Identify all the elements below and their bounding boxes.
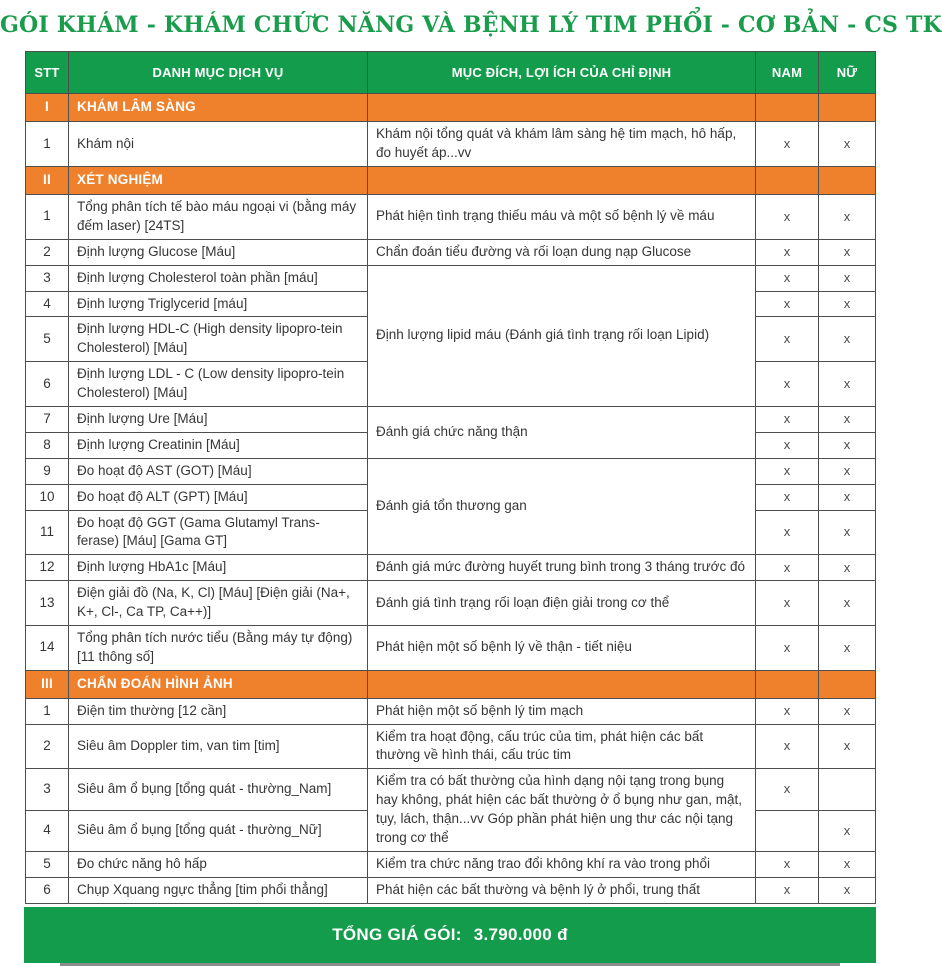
service-name-cell: Định lượng LDL - C (Low density lipopro-tein Cholesterol) [Máu]	[69, 362, 368, 407]
nam-cell: x	[756, 698, 819, 724]
table-row	[26, 851, 876, 877]
nam-cell: x	[756, 122, 819, 167]
nu-cell	[819, 769, 876, 810]
section-row	[26, 670, 876, 698]
stt-cell: 1	[26, 698, 69, 724]
service-name-cell: Siêu âm ổ bụng [tổng quát - thường_Nam]	[69, 769, 368, 810]
nam-cell: x	[756, 194, 819, 239]
nu-cell: x	[819, 724, 876, 769]
nam-cell: x	[756, 362, 819, 407]
nam-cell: x	[756, 851, 819, 877]
total-price-value: 3.790.000 đ	[473, 924, 568, 944]
section-row	[26, 94, 876, 122]
purpose-cell: Đánh giá mức đường huyết trung bình trong 3 tháng trước đó	[368, 555, 756, 581]
nam-cell: x	[756, 317, 819, 362]
nam-cell: x	[756, 484, 819, 510]
nam-cell: x	[756, 625, 819, 670]
service-name-cell: Khám nội	[69, 122, 368, 167]
nam-cell: x	[756, 555, 819, 581]
nu-cell: x	[819, 458, 876, 484]
service-name-cell: Định lượng Creatinin [Máu]	[69, 432, 368, 458]
stt-cell: 4	[26, 810, 69, 851]
header-purpose: MỤC ĐÍCH, LỢI ÍCH CỦA CHỈ ĐỊNH	[368, 52, 756, 94]
service-name-cell: Điện giải đồ (Na, K, Cl) [Máu] [Điện giải (Na+, K+, Cl-, Ca TP, Ca++)]	[69, 581, 368, 626]
service-name-cell: Đo chức năng hô hấp	[69, 851, 368, 877]
nu-cell: x	[819, 239, 876, 265]
service-name-cell: Đo hoạt độ AST (GOT) [Máu]	[69, 458, 368, 484]
nu-cell: x	[819, 362, 876, 407]
purpose-cell: Đánh giá chức năng thận	[368, 406, 756, 458]
section-purpose-cell	[368, 167, 756, 195]
nu-cell: x	[819, 581, 876, 626]
nam-cell: x	[756, 265, 819, 291]
table-row	[26, 194, 876, 239]
table-row	[26, 555, 876, 581]
nu-cell: x	[819, 625, 876, 670]
section-nam-cell	[756, 167, 819, 195]
section-number-cell: II	[26, 167, 69, 195]
nam-cell: x	[756, 510, 819, 555]
table-row	[26, 625, 876, 670]
stt-cell: 13	[26, 581, 69, 626]
package-table	[25, 51, 876, 903]
table-row	[26, 122, 876, 167]
purpose-cell: Đánh giá tình trạng rối loạn điện giải trong cơ thể	[368, 581, 756, 626]
service-name-cell: Định lượng HDL-C (High density lipopro-tein Cholesterol) [Máu]	[69, 317, 368, 362]
section-number-cell: III	[26, 670, 69, 698]
table-row	[26, 458, 876, 484]
stt-cell: 5	[26, 317, 69, 362]
service-name-cell: Đo hoạt độ ALT (GPT) [Máu]	[69, 484, 368, 510]
table-row	[26, 265, 876, 291]
service-name-cell: Siêu âm ổ bụng [tổng quát - thường_Nữ]	[69, 810, 368, 851]
nam-cell: x	[756, 769, 819, 810]
stt-cell: 8	[26, 432, 69, 458]
nam-cell: x	[756, 877, 819, 903]
bottom-divider	[60, 963, 840, 966]
service-name-cell: Tổng phân tích tế bào máu ngoại vi (bằng máy đếm laser) [24TS]	[69, 194, 368, 239]
stt-cell: 12	[26, 555, 69, 581]
section-nu-cell	[819, 167, 876, 195]
header-nam: NAM	[756, 52, 819, 94]
nu-cell: x	[819, 484, 876, 510]
table-row	[26, 724, 876, 769]
nam-cell: x	[756, 406, 819, 432]
nu-cell: x	[819, 122, 876, 167]
purpose-cell: Kiểm tra chức năng trao đổi không khí ra vào trong phổi	[368, 851, 756, 877]
purpose-cell: Phát hiện các bất thường và bệnh lý ở phổi, trung thất	[368, 877, 756, 903]
section-purpose-cell	[368, 94, 756, 122]
nam-cell: x	[756, 432, 819, 458]
service-name-cell: Định lượng HbA1c [Máu]	[69, 555, 368, 581]
section-title-cell: CHẨN ĐOÁN HÌNH ẢNH	[69, 670, 368, 698]
purpose-cell: Phát hiện một số bệnh lý về thận - tiết niệu	[368, 625, 756, 670]
nu-cell: x	[819, 265, 876, 291]
table-row	[26, 406, 876, 432]
purpose-cell: Khám nội tổng quát và khám lâm sàng hệ tim mạch, hô hấp, đo huyết áp...vv	[368, 122, 756, 167]
nam-cell: x	[756, 581, 819, 626]
nu-cell: x	[819, 851, 876, 877]
stt-cell: 2	[26, 724, 69, 769]
service-name-cell: Điện tim thường [12 cần]	[69, 698, 368, 724]
purpose-cell: Phát hiện tình trạng thiếu máu và một số bệnh lý về máu	[368, 194, 756, 239]
total-price-bar	[24, 907, 876, 963]
service-name-cell: Chụp Xquang ngực thẳng [tim phổi thẳng]	[69, 877, 368, 903]
table-row	[26, 698, 876, 724]
stt-cell: 3	[26, 265, 69, 291]
stt-cell: 4	[26, 291, 69, 317]
stt-cell: 2	[26, 239, 69, 265]
purpose-cell: Đánh giá tổn thương gan	[368, 458, 756, 555]
purpose-cell: Phát hiện một số bệnh lý tim mạch	[368, 698, 756, 724]
section-nam-cell	[756, 670, 819, 698]
table-header-row	[26, 52, 876, 94]
purpose-cell: Định lượng lipid máu (Đánh giá tình trạng rối loạn Lipid)	[368, 265, 756, 406]
nam-cell: x	[756, 458, 819, 484]
nam-cell: x	[756, 239, 819, 265]
stt-cell: 1	[26, 122, 69, 167]
table-row	[26, 877, 876, 903]
purpose-cell: Chẩn đoán tiểu đường và rối loạn dung nạp Glucose	[368, 239, 756, 265]
stt-cell: 5	[26, 851, 69, 877]
nu-cell: x	[819, 432, 876, 458]
stt-cell: 14	[26, 625, 69, 670]
service-name-cell: Định lượng Glucose [Máu]	[69, 239, 368, 265]
stt-cell: 6	[26, 362, 69, 407]
service-name-cell: Tổng phân tích nước tiểu (Bằng máy tự động) [11 thông số]	[69, 625, 368, 670]
total-price-label: TỔNG GIÁ GÓI:	[332, 924, 462, 944]
table-row	[26, 769, 876, 810]
nam-cell	[756, 810, 819, 851]
stt-cell: 10	[26, 484, 69, 510]
table-row	[26, 581, 876, 626]
stt-cell: 3	[26, 769, 69, 810]
header-service: DANH MỤC DỊCH VỤ	[69, 52, 368, 94]
purpose-cell: Kiểm tra hoạt động, cấu trúc của tim, phát hiện các bất thường về hình thái, cấu trúc tim	[368, 724, 756, 769]
section-nam-cell	[756, 94, 819, 122]
service-name-cell: Định lượng Ure [Máu]	[69, 406, 368, 432]
service-name-cell: Siêu âm Doppler tim, van tim [tim]	[69, 724, 368, 769]
nam-cell: x	[756, 291, 819, 317]
header-stt: STT	[26, 52, 69, 94]
stt-cell: 9	[26, 458, 69, 484]
service-name-cell: Đo hoạt độ GGT (Gama Glutamyl Trans-ferase) [Máu] [Gama GT]	[69, 510, 368, 555]
table-body	[26, 94, 876, 903]
nu-cell: x	[819, 510, 876, 555]
section-nu-cell	[819, 94, 876, 122]
page-title: GÓI KHÁM - KHÁM CHỨC NĂNG VÀ BỆNH LÝ TIM PHỔI - CƠ BẢN - CS TK	[0, 12, 942, 38]
nam-cell: x	[756, 724, 819, 769]
service-name-cell: Định lượng Cholesterol toàn phần [máu]	[69, 265, 368, 291]
nu-cell: x	[819, 291, 876, 317]
service-name-cell: Định lượng Triglycerid [máu]	[69, 291, 368, 317]
nu-cell: x	[819, 877, 876, 903]
table-row	[26, 239, 876, 265]
nu-cell: x	[819, 317, 876, 362]
nu-cell: x	[819, 194, 876, 239]
section-nu-cell	[819, 670, 876, 698]
stt-cell: 11	[26, 510, 69, 555]
nu-cell: x	[819, 698, 876, 724]
header-nu: NỮ	[819, 52, 876, 94]
nu-cell: x	[819, 406, 876, 432]
section-number-cell: I	[26, 94, 69, 122]
nu-cell: x	[819, 810, 876, 851]
purpose-cell: Kiểm tra có bất thường của hình dạng nội tạng trong bụng hay không, phát hiện các bất thường ở ổ bụng như gan, mật, tụy, lách, thận...vv Góp phần phát hiện ung thư các nội tạng trong cơ thể	[368, 769, 756, 852]
section-row	[26, 167, 876, 195]
stt-cell: 1	[26, 194, 69, 239]
section-purpose-cell	[368, 670, 756, 698]
nu-cell: x	[819, 555, 876, 581]
section-title-cell: XÉT NGHIỆM	[69, 167, 368, 195]
stt-cell: 7	[26, 406, 69, 432]
stt-cell: 6	[26, 877, 69, 903]
section-title-cell: KHÁM LÂM SÀNG	[69, 94, 368, 122]
